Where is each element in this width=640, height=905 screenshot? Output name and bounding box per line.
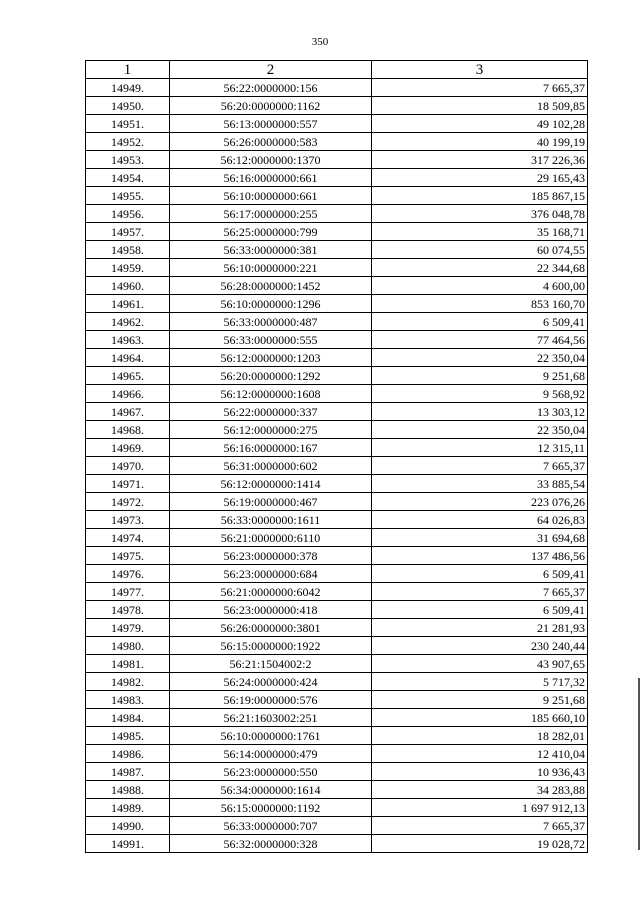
row-number: 14970. — [86, 457, 170, 475]
table-body — [86, 79, 588, 853]
amount: 60 074,55 — [372, 241, 588, 259]
amount: 77 464,56 — [372, 331, 588, 349]
table-row — [86, 205, 588, 223]
row-number: 14957. — [86, 223, 170, 241]
table-row — [86, 637, 588, 655]
row-number: 14991. — [86, 835, 170, 853]
cadastral-number: 56:16:0000000:661 — [170, 169, 372, 187]
amount: 33 885,54 — [372, 475, 588, 493]
table-row — [86, 187, 588, 205]
cadastral-number: 56:23:0000000:684 — [170, 565, 372, 583]
table-row — [86, 277, 588, 295]
table-row — [86, 691, 588, 709]
cadastral-number: 56:22:0000000:337 — [170, 403, 372, 421]
cadastral-number: 56:32:0000000:328 — [170, 835, 372, 853]
table-row — [86, 169, 588, 187]
row-number: 14961. — [86, 295, 170, 313]
row-number: 14986. — [86, 745, 170, 763]
row-number: 14960. — [86, 277, 170, 295]
table-row — [86, 259, 588, 277]
table-row — [86, 475, 588, 493]
table-row — [86, 457, 588, 475]
table-row — [86, 295, 588, 313]
cadastral-number: 56:12:0000000:1608 — [170, 385, 372, 403]
row-number: 14981. — [86, 655, 170, 673]
amount: 853 160,70 — [372, 295, 588, 313]
amount: 185 867,15 — [372, 187, 588, 205]
table-row — [86, 79, 588, 97]
amount: 1 697 912,13 — [372, 799, 588, 817]
amount: 22 350,04 — [372, 349, 588, 367]
page-number: 350 — [311, 36, 329, 48]
row-number: 14953. — [86, 151, 170, 169]
amount: 10 936,43 — [372, 763, 588, 781]
cadastral-number: 56:17:0000000:255 — [170, 205, 372, 223]
amount: 49 102,28 — [372, 115, 588, 133]
cadastral-number: 56:20:0000000:1292 — [170, 367, 372, 385]
row-number: 14972. — [86, 493, 170, 511]
row-number: 14959. — [86, 259, 170, 277]
row-number: 14956. — [86, 205, 170, 223]
cadastral-number: 56:19:0000000:576 — [170, 691, 372, 709]
row-number: 14984. — [86, 709, 170, 727]
row-number: 14951. — [86, 115, 170, 133]
cadastral-number: 56:20:0000000:1162 — [170, 97, 372, 115]
cadastral-number: 56:10:0000000:1296 — [170, 295, 372, 313]
row-number: 14955. — [86, 187, 170, 205]
table-row — [86, 313, 588, 331]
amount: 9 251,68 — [372, 367, 588, 385]
cadastral-number: 56:21:0000000:6042 — [170, 583, 372, 601]
amount: 6 509,41 — [372, 601, 588, 619]
cadastral-number: 56:16:0000000:167 — [170, 439, 372, 457]
cadastral-number: 56:26:0000000:3801 — [170, 619, 372, 637]
cadastral-number: 56:12:0000000:275 — [170, 421, 372, 439]
table-row — [86, 439, 588, 457]
table-row — [86, 781, 588, 799]
row-number: 14975. — [86, 547, 170, 565]
amount: 223 076,26 — [372, 493, 588, 511]
amount: 13 303,12 — [372, 403, 588, 421]
cadastral-number: 56:12:0000000:1414 — [170, 475, 372, 493]
table-row — [86, 817, 588, 835]
row-number: 14988. — [86, 781, 170, 799]
cadastral-number: 56:31:0000000:602 — [170, 457, 372, 475]
amount: 185 660,10 — [372, 709, 588, 727]
row-number: 14962. — [86, 313, 170, 331]
amount: 5 717,32 — [372, 673, 588, 691]
table-row — [86, 421, 588, 439]
cadastral-number: 56:24:0000000:424 — [170, 673, 372, 691]
table-row — [86, 709, 588, 727]
row-number: 14987. — [86, 763, 170, 781]
table-row — [86, 547, 588, 565]
amount: 230 240,44 — [372, 637, 588, 655]
amount: 7 665,37 — [372, 817, 588, 835]
row-number: 14977. — [86, 583, 170, 601]
amount: 137 486,56 — [372, 547, 588, 565]
amount: 9 568,92 — [372, 385, 588, 403]
table-row — [86, 799, 588, 817]
table-row — [86, 565, 588, 583]
amount: 22 344,68 — [372, 259, 588, 277]
row-number: 14985. — [86, 727, 170, 745]
row-number: 14990. — [86, 817, 170, 835]
amount: 12 410,04 — [372, 745, 588, 763]
amount: 7 665,37 — [372, 79, 588, 97]
row-number: 14978. — [86, 601, 170, 619]
table-row — [86, 241, 588, 259]
amount: 7 665,37 — [372, 583, 588, 601]
row-number: 14967. — [86, 403, 170, 421]
amount: 31 694,68 — [372, 529, 588, 547]
cadastral-number: 56:13:0000000:557 — [170, 115, 372, 133]
table-row — [86, 151, 588, 169]
cadastral-number: 56:19:0000000:467 — [170, 493, 372, 511]
amount: 9 251,68 — [372, 691, 588, 709]
cadastral-number: 56:22:0000000:156 — [170, 79, 372, 97]
amount: 34 283,88 — [372, 781, 588, 799]
row-number: 14965. — [86, 367, 170, 385]
row-number: 14989. — [86, 799, 170, 817]
table-row — [86, 97, 588, 115]
cadastral-number: 56:14:0000000:479 — [170, 745, 372, 763]
column-header-3: 3 — [372, 61, 588, 79]
cadastral-number: 56:21:1603002:251 — [170, 709, 372, 727]
row-number: 14980. — [86, 637, 170, 655]
amount: 21 281,93 — [372, 619, 588, 637]
row-number: 14969. — [86, 439, 170, 457]
table-header-row — [86, 61, 588, 79]
table-row — [86, 511, 588, 529]
cadastral-number: 56:25:0000000:799 — [170, 223, 372, 241]
cadastral-number: 56:12:0000000:1370 — [170, 151, 372, 169]
cadastral-number: 56:10:0000000:221 — [170, 259, 372, 277]
table-row — [86, 493, 588, 511]
table-row — [86, 223, 588, 241]
row-number: 14954. — [86, 169, 170, 187]
amount: 6 509,41 — [372, 565, 588, 583]
table-row — [86, 367, 588, 385]
row-number: 14966. — [86, 385, 170, 403]
cadastral-number: 56:34:0000000:1614 — [170, 781, 372, 799]
row-number: 14983. — [86, 691, 170, 709]
table-row — [86, 745, 588, 763]
cadastral-number: 56:33:0000000:487 — [170, 313, 372, 331]
amount: 64 026,83 — [372, 511, 588, 529]
row-number: 14964. — [86, 349, 170, 367]
cadastral-number: 56:21:0000000:6110 — [170, 529, 372, 547]
row-number: 14949. — [86, 79, 170, 97]
amount: 19 028,72 — [372, 835, 588, 853]
amount: 7 665,37 — [372, 457, 588, 475]
cadastral-number: 56:23:0000000:378 — [170, 547, 372, 565]
row-number: 14963. — [86, 331, 170, 349]
table-row — [86, 673, 588, 691]
column-header-2: 2 — [170, 61, 372, 79]
table-row — [86, 619, 588, 637]
cadastral-number: 56:10:0000000:661 — [170, 187, 372, 205]
table-row — [86, 133, 588, 151]
column-header-1: 1 — [86, 61, 170, 79]
table-row — [86, 331, 588, 349]
cadastral-number: 56:21:1504002:2 — [170, 655, 372, 673]
row-number: 14952. — [86, 133, 170, 151]
cadastral-number: 56:33:0000000:707 — [170, 817, 372, 835]
cadastral-number: 56:15:0000000:1922 — [170, 637, 372, 655]
amount: 18 282,01 — [372, 727, 588, 745]
amount: 40 199,19 — [372, 133, 588, 151]
table-row — [86, 529, 588, 547]
cadastral-number: 56:33:0000000:381 — [170, 241, 372, 259]
row-number: 14974. — [86, 529, 170, 547]
amount: 18 509,85 — [372, 97, 588, 115]
amount: 35 168,71 — [372, 223, 588, 241]
table-row — [86, 403, 588, 421]
cadastral-number: 56:12:0000000:1203 — [170, 349, 372, 367]
cadastral-number: 56:33:0000000:555 — [170, 331, 372, 349]
table-row — [86, 601, 588, 619]
table-row — [86, 835, 588, 853]
cadastral-number: 56:26:0000000:583 — [170, 133, 372, 151]
amount: 4 600,00 — [372, 277, 588, 295]
amount: 12 315,11 — [372, 439, 588, 457]
cadastral-number: 56:23:0000000:550 — [170, 763, 372, 781]
ledger-table — [85, 60, 588, 853]
row-number: 14976. — [86, 565, 170, 583]
table-row — [86, 583, 588, 601]
cadastral-number: 56:10:0000000:1761 — [170, 727, 372, 745]
amount: 22 350,04 — [372, 421, 588, 439]
amount: 29 165,43 — [372, 169, 588, 187]
table-row — [86, 763, 588, 781]
amount: 6 509,41 — [372, 313, 588, 331]
amount: 43 907,65 — [372, 655, 588, 673]
amount: 376 048,78 — [372, 205, 588, 223]
row-number: 14971. — [86, 475, 170, 493]
row-number: 14973. — [86, 511, 170, 529]
table-row — [86, 385, 588, 403]
table-row — [86, 655, 588, 673]
row-number: 14950. — [86, 97, 170, 115]
cadastral-number: 56:23:0000000:418 — [170, 601, 372, 619]
amount: 317 226,36 — [372, 151, 588, 169]
cadastral-number: 56:15:0000000:1192 — [170, 799, 372, 817]
cadastral-number: 56:33:0000000:1611 — [170, 511, 372, 529]
table-row — [86, 727, 588, 745]
cadastral-number: 56:28:0000000:1452 — [170, 277, 372, 295]
row-number: 14968. — [86, 421, 170, 439]
table-row — [86, 349, 588, 367]
row-number: 14979. — [86, 619, 170, 637]
table-row — [86, 115, 588, 133]
row-number: 14958. — [86, 241, 170, 259]
row-number: 14982. — [86, 673, 170, 691]
